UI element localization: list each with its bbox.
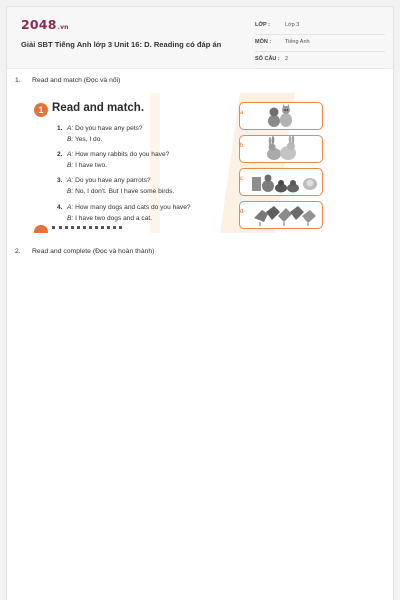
speaker-a: A: [67,204,74,211]
worksheet-header [7,7,393,69]
meta-value: Tiếng Anh [285,39,310,45]
picture-option-b[interactable] [239,135,323,163]
meta-label: LỚP : [255,22,270,28]
question-number: 1. [15,77,21,84]
picture-option-d[interactable] [239,201,323,229]
option-letter: d [240,209,244,215]
site-logo[interactable]: 2048.vn [21,17,69,32]
speaker-b: B: [67,135,74,143]
meta-count-row [255,52,385,69]
item-number: 4. [57,204,63,211]
item-number: 2. [57,151,63,158]
option-letter: c [240,176,243,182]
line-a: Do you have any parrots? [75,177,151,184]
dialogue-item [57,124,143,145]
cats-picture-icon [250,169,323,195]
line-b: I have two dogs and a cat. [75,214,153,222]
speaker-b: B: [67,161,74,169]
dialogue-item [57,150,169,171]
speaker-a: A: [67,151,74,158]
next-exercise-badge-cropped [34,225,48,233]
line-a: Do you have any pets? [75,125,143,132]
document-title: Giải SBT Tiếng Anh lớp 3 Unit 16: D. Reading có đáp án [21,40,222,49]
line-b: No, I don't. But I have some birds. [75,187,175,195]
question-text: Read and complete (Đọc và hoàn thành) [32,248,155,255]
exercise-number-badge: 1 [34,103,48,117]
meta-value: Lớp 3 [285,22,300,28]
meta-label: SỐ CÂU : [255,56,280,62]
birds-picture-icon [250,202,323,228]
line-b: Yes, I do. [74,135,103,143]
line-a: How many rabbits do you have? [75,151,170,158]
dog-and-cat-picture-icon [250,103,323,129]
meta-label: MÔN : [255,39,272,45]
question-text: Read and match (Đọc và nối) [32,77,121,84]
question-2 [15,248,154,255]
line-b: I have two. [75,161,107,169]
speaker-b: B: [67,214,74,222]
dialogue-item [57,203,191,224]
dialogue-item [57,176,174,197]
item-number: 3. [57,177,63,184]
rabbits-picture-icon [250,136,323,162]
meta-subject-row [255,35,385,52]
next-exercise-title-cropped [52,226,122,232]
option-letter: a [240,110,244,116]
picture-option-a[interactable] [239,102,323,130]
item-number: 1. [57,125,63,132]
speaker-a: A: [67,125,74,132]
line-a: How many dogs and cats do you have? [75,204,191,211]
option-letter: b [240,143,244,149]
exercise-title: Read and match. [52,102,145,114]
question-1 [15,77,120,84]
question-number: 2. [15,248,21,255]
meta-value: 2 [285,56,289,62]
worksheet-meta [255,18,385,69]
speaker-a: A: [67,177,74,184]
picture-option-c[interactable] [239,168,323,196]
meta-class-row [255,18,385,35]
speaker-b: B: [67,187,74,195]
